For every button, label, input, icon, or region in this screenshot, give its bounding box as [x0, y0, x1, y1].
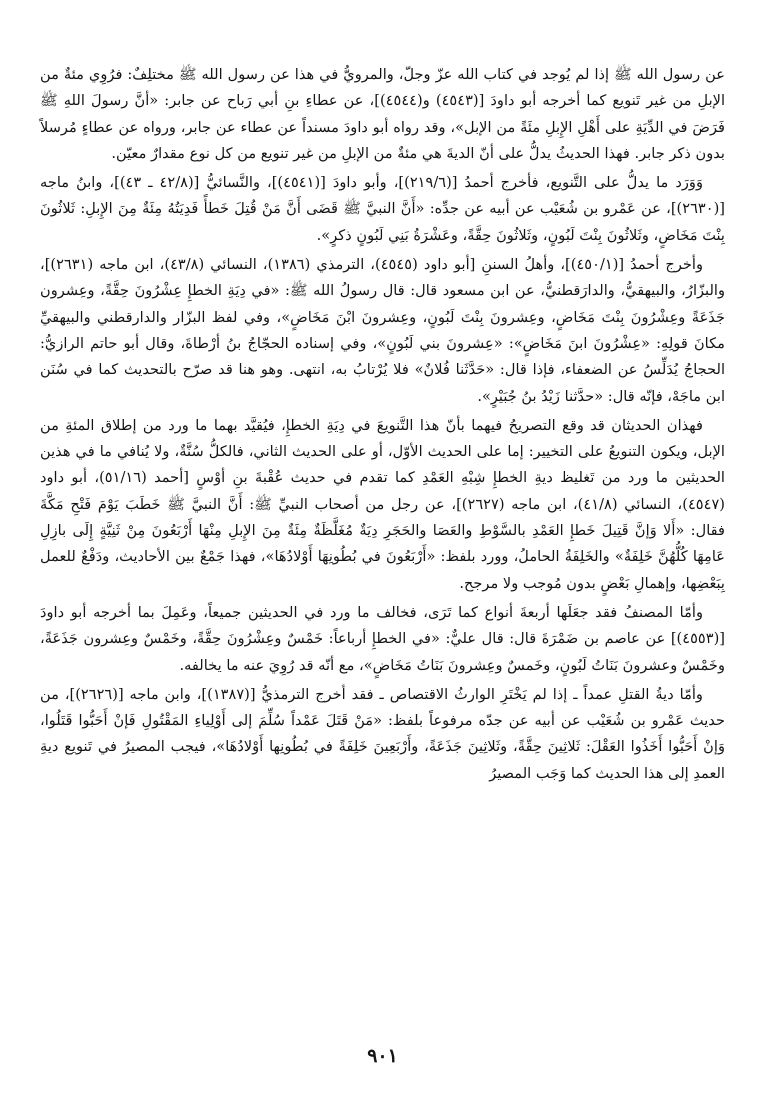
page-number: ٩٠١: [367, 1045, 398, 1067]
paragraph-2: وَوَرَد ما يدلُّ على التَّنويع، فأخرج أحمدُ [(٢١٩/٦)]، وأبو داودَ [(٤٥٤١)]، والنَّسائيُّ [(٤٢/٨ ـ ٤٣)]، وابنُ ماجه [(٢٦٣٠)]، عن عَمْرو بن شُعَيْب عن أبيه عن جدِّه: «أَنَّ النبيَّ ﷺ قَضَى أَنَّ مَنْ قُتِلَ خَطأً فَدِيَتُهُ مِئَةٌ مِنَ الإِبلِ: ثَلاثُونَ بِنْتَ مَخَاضٍ، وثَلاثُونَ بِنْتَ لَبُونٍ، وثَلاثُونَ حِقَّةً، وعَشْرَةُ بَنِي لَبُونٍ ذكرٍ».: [40, 174, 725, 244]
paragraph-5: وأمّا المصنفُ فقد جعَلَها أربعةَ أنواع كما تَرَى، فخالف ما ورد في الحديثين جميعاً، وعَمِلَ بما أخرجه أبو داودَ [(٤٥٥٣)] عن عاصم بن ضَمْرَةَ قال: قال عليٌّ: «في الخطإِ أرباعاً: خَمْسٌ وعِشْرُونَ حِقَّةً، وخَمْسٌ وعِشرون جَذَعَةً، وخَمْسٌ وعشرونَ بَنَاتُ لَبُونٍ، وخَمسٌ وعِشرونَ بَنَاتُ مَخَاضٍ»، مع أنّه قد رُوِيَ عنه ما يخالفه.: [40, 603, 725, 674]
paragraph-1: عن رسول الله ﷺ إذا لم يُوجد في كتاب الله عزّ وجلّ، والمرويُّ في هذا عن رسول الله ﷺ مختلِفٌ: فرُوِي مئةٌ من الإبلِ من غير تَنويع كما أخرجه أبو داودَ [(٤٥٤٣) و(٤٥٤٤)]، عن عطاءِ بنِ أبي رَباح عن جابر: «أنَّ رسولَ اللهِ ﷺ فَرَضَ في الدِّيَةِ على أَهْلِ الإِبلِ مئَةً من الإبل»، وقد رواه أبو داودَ مسنداً عن عطاء عن جابر، ورواه عن عطاءٍ مُرسلاً بدون ذكر جابر. فهذا الحديثُ يدلُّ على أنّ الديةَ هي مئةٌ من الإبلِ من غير تنويع من كل نوع مقدارٌ معيّن.: [40, 66, 726, 162]
paragraph-4: فهذان الحديثان قد وقع التصريحُ فيهما بأنّ هذا التَّنويعَ في دِيَةِ الخطإِ، فيُقيَّد بهما ما ورد من إطلاق المئةِ من الإبل، ويكون التنويعُ على التخيير: إما على الحديث الأوّل، أو على الحديث الثاني، فالكلُّ سُنَّةٌ، ولا يُنافي ما في هذين الحديثين ما ورد من تَغليظ ديةِ الخطإِ شِبْهِ العَمْدِ كما تقدم في حديث عُقْبةَ بنِ أوْسٍ [أحمد (٥١/١٦)، أبو داود (٤٥٤٧)، النسائي (٤١/٨)، ابن ماجه (٢٦٢٧)]، عن رجل من أصحاب النبيِّ ﷺ: أَنَّ النبيَّ ﷺ خَطَبَ يَوْمَ فَتْحِ مَكَّةَ فقال: «أَلا وَإنَّ قَتِيلَ خَطإِ العَمْدِ بالسَّوْطِ والعَصَا والحَجَرِ دِيَةٌ مُغَلَّظَةٌ مِئَةٌ مِنَ الإِبلِ مِنْهَا أَرْبَعُونَ مِنْ ثَنِيَّةٍ إِلَى بازِلِ عَامِهَا كُلُّهُنَّ خَلِفَةٌ» والخَلِفَةُ الحاملُ، وورد بلفظ: «أَرْبَعُونَ في بُطُونِهَا أَوْلادُهَا»، فهذا جَمْعٌ بين الأحاديث، ودَفْعٌ للعمل بِبَعْضِها، وإهمالِ بَعْضٍ بدون مُوجب ولا مرجح.: [40, 416, 725, 592]
paragraph-3: وأخرج أحمدُ [(٤٥٠/١)]، وأهلُ السننِ [أبو داود (٤٥٤٥)، الترمذي (١٣٨٦)، النسائي (٤٣/٨)، ابن ماجه (٢٦٣١)]، والبزّارُ، والبيهقيُّ، والدارَقطنيُّ، عن ابن مسعود قال: قال رسولُ الله ﷺ: «في دِيَةِ الخطإِ عِشْرُونَ حِقَّةً، وعِشرون جَذَعَةً وعِشْرُونَ بِنْتَ مَخَاضٍ، وعِشرونَ بِنْتَ لَبُونٍ، وعِشرونَ ابْنَ مَخَاضٍ»، وفي لفظ البزّار والدارقطني والبيهقيِّ مكانَ قولِهِ: «عِشْرُونَ ابنَ مَخَاضٍ»: «عِشرونَ بني لَبُونٍ»، وفي إسناده الحجّاجُ بنُ أرْطاةَ، وقال أبو حاتم الرازيُّ: الحجاجُ يُدَلِّسُ عن الضعفاء، فإذا قال: «حَدَّثَنا فُلانٌ» فلا يُرْتابُ به، انتهى. وهو هنا قد صرّح بالتحديث كما في سُنَن ابن ماجَهْ، فإنّه قال: «حدَّثنا زَيْدُ بنُ جُبَيْرٍ».: [40, 256, 725, 405]
paragraph-6: وأمّا ديةُ القتلِ عمداً ـ إذا لم يَخْتَرِ الوارثُ الاقتصاص ـ فقد أخرج الترمذيُّ [(١٣٨٧)]، وابن ماجه [(٢٦٢٦)]، من حديث عَمْرو بن شُعَيْب عن أبيه عن جدّه مرفوعاً بلفظ: «مَنْ قَتَلَ عَمْداً سُلِّمَ إلى أَوْلِياءِ المَقْتُولِ فَإنْ أَحَبُّوا قَتَلُوا، وَإنْ أَحَبُّوا أَخَذُوا العَقْلَ: ثَلاثِينَ حِقَّةً، وثَلاثِينَ جَذَعَةً، وأَرْبَعِينَ خَلِفَةً في بُطُونِها أَوْلادُهَا»، فيجب المصيرُ في تَنويع ديةِ العمدِ إلى هذا الحديث كما وَجَب المصيرُ: [40, 685, 725, 782]
